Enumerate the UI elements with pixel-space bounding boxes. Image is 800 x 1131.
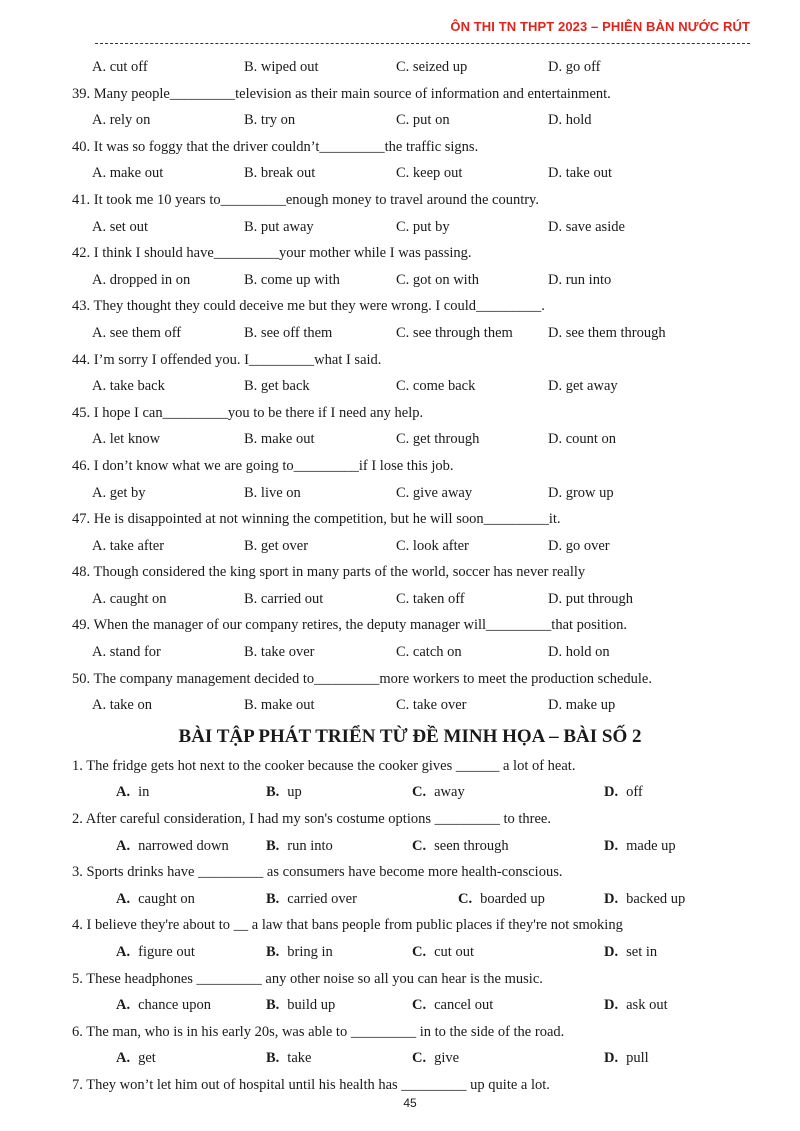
option-value: away — [434, 784, 465, 801]
option-letter: D. — [604, 890, 619, 907]
option-letter: C. — [412, 784, 427, 801]
option-d — [604, 779, 643, 806]
option-b: B. get back — [244, 378, 310, 395]
option-letter: C. — [412, 837, 427, 854]
options-row — [0, 779, 800, 806]
question-text: 6. The man, who is in his early 20s, was able to _________ in to the side of the road. — [72, 1023, 565, 1040]
option-letter: A. — [116, 997, 131, 1014]
option-a: A. take back — [92, 378, 165, 395]
options-row — [0, 267, 800, 294]
options-row — [0, 692, 800, 719]
options-row — [0, 886, 800, 913]
option-a: A. stand for — [92, 644, 161, 661]
option-d — [604, 886, 685, 913]
option-value: made up — [626, 837, 676, 854]
option-c — [412, 833, 509, 860]
options-row — [0, 214, 800, 241]
option-d: D. go off — [548, 59, 601, 75]
option-a: A. get by — [92, 484, 146, 501]
option-a — [116, 779, 149, 806]
option-c: C. get through — [396, 431, 480, 448]
options-row — [0, 1045, 800, 1072]
option-value: up — [287, 784, 302, 801]
option-a: A. take after — [92, 537, 165, 554]
option-letter: D. — [604, 997, 619, 1014]
option-c — [458, 886, 545, 913]
option-a — [116, 1045, 156, 1072]
option-letter: D. — [604, 784, 619, 801]
option-value: narrowed down — [138, 837, 229, 854]
option-letter: A. — [116, 1050, 131, 1067]
option-c: C. come back — [396, 378, 476, 395]
option-d: D. save aside — [548, 218, 625, 235]
question-item — [0, 453, 800, 480]
option-b: B. see off them — [244, 324, 333, 341]
option-c — [412, 939, 474, 966]
option-b: B. live on — [244, 484, 301, 501]
option-letter: D. — [604, 837, 619, 854]
option-d: D. see them through — [548, 324, 666, 341]
question-text: 39. Many people_________television as their main source of information and entertainment. — [72, 85, 611, 102]
option-b: B. put away — [244, 218, 314, 235]
option-letter: B. — [266, 784, 280, 801]
question-text: 5. These headphones _________ any other noise so all you can hear is the music. — [72, 970, 543, 987]
option-letter: A. — [116, 890, 131, 907]
option-value: set in — [626, 944, 658, 960]
option-b: B. break out — [244, 165, 316, 182]
options-row — [0, 833, 800, 860]
question-text: 7. They won’t let him out of hospital until his health has _________ up quite a lot. — [72, 1076, 550, 1093]
option-value: build up — [287, 997, 336, 1014]
option-b: B. wiped out — [244, 59, 319, 75]
question-text: 40. It was so foggy that the driver couldn’t_________the traffic signs. — [72, 138, 479, 155]
option-letter: B. — [266, 944, 280, 960]
options-row — [0, 54, 800, 81]
option-value: cut out — [434, 944, 474, 960]
option-d: D. count on — [548, 431, 617, 448]
option-d: D. go over — [548, 537, 610, 554]
option-value: cancel out — [434, 997, 494, 1014]
option-b — [266, 1045, 311, 1072]
option-d — [604, 992, 668, 1019]
part2-question-list — [0, 753, 800, 1072]
option-d: D. hold on — [548, 644, 610, 661]
option-a: A. let know — [92, 431, 161, 448]
option-a: A. rely on — [92, 112, 151, 129]
option-letter: A. — [116, 944, 131, 960]
question-item — [0, 400, 800, 427]
option-value: take — [287, 1050, 312, 1067]
question-text: 45. I hope I can_________you to be there if I need any help. — [72, 404, 424, 421]
option-c: C. look after — [396, 537, 469, 554]
part1-question-list — [0, 81, 800, 719]
page-number: 45 — [403, 1096, 417, 1110]
question-item — [0, 347, 800, 374]
option-c: C. catch on — [396, 644, 462, 661]
option-c: C. take over — [396, 697, 467, 714]
question-text: 46. I don’t know what we are going to_________if I lose this job. — [72, 457, 454, 474]
option-b — [266, 833, 333, 860]
option-letter: A. — [116, 784, 131, 801]
option-d: D. make up — [548, 697, 616, 714]
question-text: 48. Though considered the king sport in many parts of the world, soccer has never really — [72, 564, 586, 581]
option-letter: B. — [266, 997, 280, 1014]
option-b — [266, 886, 357, 913]
options-row — [0, 320, 800, 347]
option-c: C. got on with — [396, 271, 479, 288]
option-value: bring in — [287, 944, 333, 960]
option-b: B. carried out — [244, 590, 324, 607]
option-value: figure out — [138, 944, 195, 960]
options-row — [0, 992, 800, 1019]
options-row — [0, 373, 800, 400]
option-a — [116, 992, 211, 1019]
question-item — [0, 666, 800, 693]
option-c — [412, 1045, 459, 1072]
question-item — [0, 912, 800, 939]
option-value: pull — [626, 1050, 649, 1067]
question-text: 50. The company management decided to_________more workers to meet the production schedule. — [72, 670, 652, 687]
option-value: ask out — [626, 997, 668, 1014]
option-a — [116, 886, 195, 913]
option-letter: B. — [266, 837, 280, 854]
question-item — [0, 559, 800, 586]
option-letter: D. — [604, 1050, 619, 1067]
option-c: C. keep out — [396, 165, 463, 182]
question-item — [0, 506, 800, 533]
option-letter: C. — [458, 890, 473, 907]
option-b — [266, 992, 335, 1019]
option-c: C. taken off — [396, 590, 465, 607]
option-d: D. put through — [548, 590, 633, 607]
question-item — [0, 81, 800, 108]
question-item — [0, 1019, 800, 1046]
question-item — [0, 966, 800, 993]
option-d: D. grow up — [548, 484, 614, 501]
option-c: C. see through them — [396, 324, 513, 341]
option-a: A. make out — [92, 165, 164, 182]
question-item — [0, 1072, 800, 1099]
option-c — [412, 779, 465, 806]
option-letter: D. — [604, 944, 619, 960]
options-row — [0, 426, 800, 453]
option-d: D. run into — [548, 271, 612, 288]
question-text: 3. Sports drinks have _________ as consumers have become more health-conscious. — [72, 864, 563, 881]
option-a — [116, 833, 229, 860]
option-value: in — [138, 784, 150, 801]
option-value: get — [138, 1050, 156, 1067]
option-a: A. set out — [92, 218, 148, 235]
option-value: run into — [287, 837, 333, 854]
option-value: chance upon — [138, 997, 211, 1014]
question-text: 2. After careful consideration, I had my son's costume options _________ to three. — [72, 811, 551, 828]
option-b: B. come up with — [244, 271, 340, 288]
option-c: C. put by — [396, 218, 450, 235]
option-b: B. take over — [244, 644, 315, 661]
section-title: BÀI TẬP PHÁT TRIỂN TỪ ĐỀ MINH HỌA – BÀI SỐ 2 — [178, 725, 642, 747]
option-a: A. take on — [92, 697, 152, 714]
option-a: A. cut off — [92, 59, 148, 75]
option-d: D. take out — [548, 165, 613, 182]
question-text: 44. I’m sorry I offended you. I_________what I said. — [72, 351, 382, 368]
option-b: B. get over — [244, 537, 309, 554]
options-row — [0, 160, 800, 187]
header-title: ÔN THI TN THPT 2023 – PHIÊN BẢN NƯỚC RÚT — [450, 19, 750, 34]
question-item — [0, 806, 800, 833]
option-b: B. try on — [244, 112, 296, 129]
option-a — [116, 939, 195, 966]
option-a: A. dropped in on — [92, 271, 191, 288]
option-c: C. give away — [396, 484, 473, 501]
header-divider — [95, 43, 750, 44]
option-b: B. make out — [244, 697, 315, 714]
option-c — [412, 992, 493, 1019]
options-row — [0, 939, 800, 966]
question-item — [0, 240, 800, 267]
option-value: boarded up — [480, 890, 545, 907]
option-letter: C. — [412, 997, 427, 1014]
question-item — [0, 753, 800, 780]
option-letter: B. — [266, 1050, 280, 1067]
option-b — [266, 939, 333, 966]
question-item — [0, 187, 800, 214]
option-value: backed up — [626, 890, 686, 907]
options-row — [0, 586, 800, 613]
question-text: 4. I believe they're about to __ a law that bans people from public places if they're not smoking — [72, 917, 623, 934]
option-d — [604, 833, 676, 860]
option-letter: C. — [412, 1050, 427, 1067]
options-row — [0, 639, 800, 666]
options-row — [0, 480, 800, 507]
options-row — [0, 533, 800, 560]
option-letter: A. — [116, 837, 131, 854]
question-text: 47. He is disappointed at not winning the competition, but he will soon_________it. — [72, 511, 561, 528]
page-content — [0, 54, 800, 1099]
option-value: carried over — [287, 890, 357, 907]
option-d: D. hold — [548, 112, 592, 129]
question-text: 49. When the manager of our company retires, the deputy manager will_________that position. — [72, 617, 628, 634]
question-text: 41. It took me 10 years to_________enough money to travel around the country. — [72, 191, 539, 208]
question-item — [0, 293, 800, 320]
question-text: 1. The fridge gets hot next to the cooker because the cooker gives ______ a lot of heat. — [72, 757, 576, 774]
question-item — [0, 134, 800, 161]
question-text: 43. They thought they could deceive me but they were wrong. I could_________. — [72, 298, 545, 315]
option-value: caught on — [138, 890, 195, 907]
option-d — [604, 1045, 649, 1072]
option-d — [604, 939, 657, 966]
option-b — [266, 779, 302, 806]
option-letter: C. — [412, 944, 427, 960]
question-item — [0, 859, 800, 886]
option-value: off — [626, 784, 643, 801]
option-a: A. caught on — [92, 590, 167, 607]
option-value: seen through — [434, 837, 509, 854]
question-item — [0, 612, 800, 639]
option-letter: B. — [266, 890, 280, 907]
option-a: A. see them off — [92, 324, 182, 341]
options-row — [0, 107, 800, 134]
option-value: give — [434, 1050, 460, 1067]
question-text: 42. I think I should have_________your mother while I was passing. — [72, 245, 472, 262]
option-c: C. put on — [396, 112, 450, 129]
option-c: C. seized up — [396, 59, 468, 75]
option-b: B. make out — [244, 431, 315, 448]
option-d: D. get away — [548, 378, 618, 395]
